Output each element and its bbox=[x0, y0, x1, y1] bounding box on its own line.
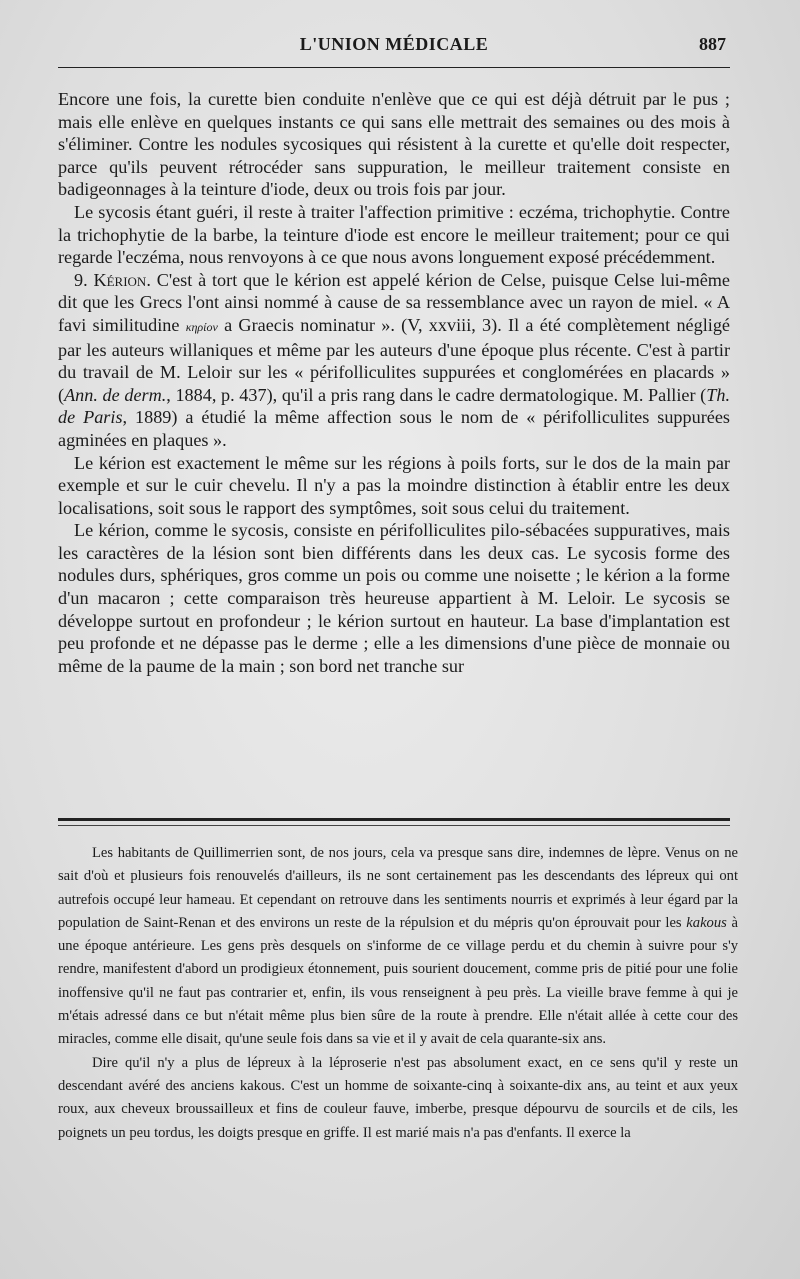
paragraph-text-a: C'est à tort que le kérion est appelé kérion de Celse, puisque Celse lui-même dit que les Grecs l'ont ainsi nommé à cause de sa ressemblance avec un rayon de miel. « A favi similitudine bbox=[58, 269, 731, 335]
note-text-b: à une époque antérieure. Les gens près desquels on s'informe de ce village perdu et du chemin à suivre pour s'y rendre, manifestent d'abord un prodigieux étonnement, puis sourient doucement, comme pris de pitié pour une folie inoffensive qu'il ne faut pas contrarier et, enfin, ils vous renseignent à peu près. La vieille brave femme à qui je m'étais adressé dans ce but n'était même plus bien sûre de la route à prendre. Elle n'était allée à cette cour des miracles, comme elle disait, qu'une seule fois dans sa vie et il y avait de cela quarante-six ans. bbox=[58, 914, 738, 1048]
paragraph-kerion-history bbox=[58, 269, 730, 452]
main-text bbox=[58, 88, 730, 677]
note-leproserie: Dire qu'il n'y a plus de lépreux à la léproserie n'est pas absolument exact, en ce sens qu'il y reste un descendant avéré des anciens kakous. C'est un homme de soixante-cinq à soixante-dix ans, au teint et aux yeux roux, aux cheveux broussailleux et fins de couleur fauve, imberbe, presque dépourvu de sourcils et de cils, les poignets un peu tordus, les doigts presque en griffe. Il est marié mais n'a pas d'enfants. Il exerce la bbox=[58, 1054, 738, 1141]
note-kakous: kakous bbox=[686, 914, 727, 931]
note-quillimerrien bbox=[58, 842, 738, 1052]
section-term: Kérion. bbox=[93, 269, 151, 290]
paragraph-sycosis-gueri: Le sycosis étant guéri, il reste à traiter l'affection primitive : eczéma, trichophytie. Contre la trichophytie de la barbe, la teinture d'iode est encore le meilleur traitement; pour ce qui regarde l'eczéma, nous renvoyons à ce que nous avons longuement exposé précédemment. bbox=[58, 201, 730, 268]
page-number: 887 bbox=[699, 34, 726, 54]
paragraph-kerion-sycosis: Le kérion, comme le sycosis, consiste en périfolliculites pilo-sébacées suppuratives, mais les caractères de la lésion sont bien différents dans les deux cas. Le sycosis forme des nodules durs, sphériques, gros comme un pois ou comme une noisette ; le kérion a la forme d'un macaron ; cette comparaison très heureuse appartient à M. Leloir. Le sycosis se développe surtout en profondeur ; le kérion surtout en hauteur. La base d'implantation est peu profonde et ne dépasse pas le derme ; elle a les dimensions d'une pièce de monnaie ou même de la paume de la main ; son bord net tranche sur bbox=[58, 520, 730, 676]
paragraph-text-c: , 1884, p. 437), qu'il a pris rang dans le cadre dermatologique. M. Pallier ( bbox=[166, 384, 707, 405]
note-text-a: Les habitants de Quillimerrien sont, de nos jours, cela va presque sans dire, indemnes de lèpre. Venus on ne sait d'où et plusieurs fois renouvelés d'ailleurs, ils ne sont certainement pas les descendants des lépreux qui ont autrefois occupé leur hameau. Et cependant on retrouve dans les sentiments nourris et exprimés à leur égard par la population de Saint-Renan et des environs un reste de la répulsion et du mépris qu'on éprouvait pour les bbox=[58, 845, 738, 931]
footnote-text bbox=[58, 842, 738, 1145]
footnote-rule-thin bbox=[58, 825, 730, 826]
running-title: L'UNION MÉDICALE bbox=[299, 34, 489, 54]
greek-word: κηρίον bbox=[185, 319, 218, 334]
section-number: 9. bbox=[74, 269, 88, 290]
paragraph-text-b: a Graecis nominatur ». (V, xxviii, 3). Il a été complètement négligé par les auteurs willaniques et même par les auteurs d'une époque plus récente. C'est à partir du travail de M. Leloir sur les « périfolliculites suppurées et conglomérées en placards » ( bbox=[58, 314, 730, 405]
running-header bbox=[58, 34, 730, 58]
paragraph-text-d: , 1889) a étudié la même affection sous le nom de « périfolliculites suppurées agminées en plaques ». bbox=[58, 407, 730, 450]
citation-th-paris: Th. de Paris bbox=[58, 384, 730, 428]
citation-ann-derm: Ann. de derm. bbox=[64, 384, 167, 405]
header-rule bbox=[58, 67, 730, 68]
paragraph-kerion-regions: Le kérion est exactement le même sur les régions à poils forts, sur le dos de la main par exemple et sur le cuir chevelu. Il n'y a pas la moindre distinction à établir entre les deux localisations, soit sous le rapport des symptômes, soit sous celui du traitement. bbox=[58, 452, 730, 518]
footnote-rule bbox=[58, 818, 730, 821]
paragraph-curette: Encore une fois, la curette bien conduite n'enlève que ce qui est déjà détruit par le pus ; mais elle enlève en quelques instants ce qui sans elle mettrait des semaines ou des mois à s'éliminer. Contre les nodules sycosiques qui résistent à la curette et qu'elle doit respecter, parce qu'ils peuvent rétrocéder sans suppuration, le meilleur traitement consiste en badigeonnages à la teinture d'iode, deux ou trois fois par jour. bbox=[58, 89, 730, 200]
